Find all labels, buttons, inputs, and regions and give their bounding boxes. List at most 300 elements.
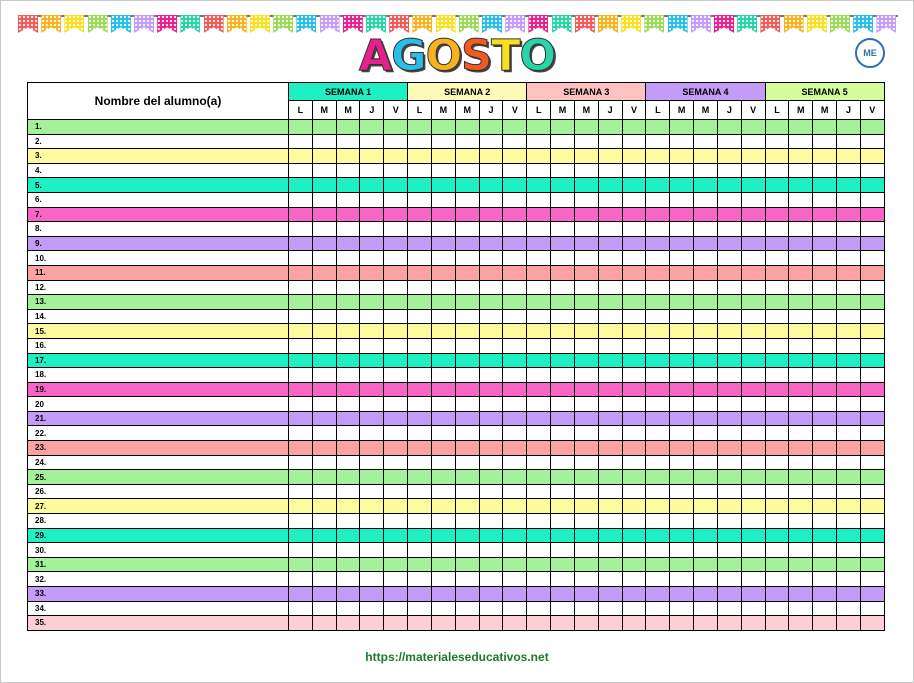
attendance-cell[interactable]	[479, 382, 503, 397]
attendance-cell[interactable]	[694, 426, 718, 441]
attendance-cell[interactable]	[479, 616, 503, 631]
attendance-cell[interactable]	[289, 338, 313, 353]
attendance-cell[interactable]	[431, 557, 455, 572]
attendance-cell[interactable]	[431, 411, 455, 426]
attendance-cell[interactable]	[813, 192, 837, 207]
attendance-cell[interactable]	[312, 397, 336, 412]
attendance-cell[interactable]	[289, 601, 313, 616]
attendance-cell[interactable]	[694, 382, 718, 397]
attendance-cell[interactable]	[765, 499, 789, 514]
attendance-cell[interactable]	[551, 251, 575, 266]
attendance-cell[interactable]	[289, 192, 313, 207]
attendance-cell[interactable]	[694, 455, 718, 470]
attendance-cell[interactable]	[741, 557, 765, 572]
attendance-cell[interactable]	[431, 265, 455, 280]
attendance-cell[interactable]	[551, 265, 575, 280]
attendance-cell[interactable]	[431, 295, 455, 310]
attendance-cell[interactable]	[408, 441, 432, 456]
attendance-cell[interactable]	[479, 222, 503, 237]
attendance-cell[interactable]	[289, 236, 313, 251]
attendance-cell[interactable]	[384, 484, 408, 499]
attendance-cell[interactable]	[670, 353, 694, 368]
attendance-cell[interactable]	[837, 324, 861, 339]
attendance-cell[interactable]	[622, 543, 646, 558]
student-name-cell[interactable]: 32.	[28, 572, 289, 587]
attendance-cell[interactable]	[551, 616, 575, 631]
attendance-cell[interactable]	[360, 324, 384, 339]
attendance-cell[interactable]	[694, 222, 718, 237]
attendance-cell[interactable]	[479, 572, 503, 587]
attendance-cell[interactable]	[741, 134, 765, 149]
attendance-cell[interactable]	[289, 120, 313, 135]
attendance-cell[interactable]	[408, 426, 432, 441]
attendance-cell[interactable]	[860, 426, 884, 441]
attendance-cell[interactable]	[813, 455, 837, 470]
attendance-cell[interactable]	[598, 236, 622, 251]
attendance-cell[interactable]	[741, 163, 765, 178]
attendance-cell[interactable]	[336, 426, 360, 441]
attendance-cell[interactable]	[860, 134, 884, 149]
attendance-cell[interactable]	[384, 251, 408, 266]
student-name-cell[interactable]: 8.	[28, 222, 289, 237]
attendance-cell[interactable]	[646, 557, 670, 572]
attendance-cell[interactable]	[598, 528, 622, 543]
attendance-cell[interactable]	[860, 514, 884, 529]
attendance-cell[interactable]	[860, 441, 884, 456]
attendance-cell[interactable]	[694, 134, 718, 149]
attendance-cell[interactable]	[670, 514, 694, 529]
attendance-cell[interactable]	[312, 616, 336, 631]
attendance-cell[interactable]	[837, 557, 861, 572]
student-name-cell[interactable]: 24.	[28, 455, 289, 470]
attendance-cell[interactable]	[694, 295, 718, 310]
attendance-cell[interactable]	[860, 353, 884, 368]
attendance-cell[interactable]	[479, 426, 503, 441]
attendance-cell[interactable]	[503, 368, 527, 383]
attendance-cell[interactable]	[717, 470, 741, 485]
attendance-cell[interactable]	[289, 353, 313, 368]
attendance-cell[interactable]	[813, 120, 837, 135]
attendance-cell[interactable]	[860, 528, 884, 543]
attendance-cell[interactable]	[646, 470, 670, 485]
attendance-cell[interactable]	[622, 411, 646, 426]
attendance-cell[interactable]	[574, 397, 598, 412]
attendance-cell[interactable]	[551, 382, 575, 397]
attendance-cell[interactable]	[360, 134, 384, 149]
attendance-cell[interactable]	[336, 236, 360, 251]
attendance-cell[interactable]	[574, 222, 598, 237]
attendance-cell[interactable]	[360, 470, 384, 485]
attendance-cell[interactable]	[289, 222, 313, 237]
attendance-cell[interactable]	[717, 163, 741, 178]
attendance-cell[interactable]	[574, 514, 598, 529]
attendance-cell[interactable]	[527, 484, 551, 499]
attendance-cell[interactable]	[384, 338, 408, 353]
attendance-cell[interactable]	[408, 587, 432, 602]
attendance-cell[interactable]	[670, 601, 694, 616]
attendance-cell[interactable]	[503, 572, 527, 587]
attendance-cell[interactable]	[360, 514, 384, 529]
attendance-cell[interactable]	[813, 338, 837, 353]
attendance-cell[interactable]	[574, 251, 598, 266]
attendance-cell[interactable]	[503, 251, 527, 266]
attendance-cell[interactable]	[503, 207, 527, 222]
attendance-cell[interactable]	[431, 397, 455, 412]
attendance-cell[interactable]	[765, 514, 789, 529]
attendance-cell[interactable]	[479, 411, 503, 426]
student-name-cell[interactable]: 9.	[28, 236, 289, 251]
attendance-cell[interactable]	[312, 455, 336, 470]
attendance-cell[interactable]	[741, 572, 765, 587]
attendance-cell[interactable]	[598, 192, 622, 207]
attendance-cell[interactable]	[312, 163, 336, 178]
attendance-cell[interactable]	[646, 324, 670, 339]
attendance-cell[interactable]	[741, 470, 765, 485]
attendance-cell[interactable]	[646, 455, 670, 470]
attendance-cell[interactable]	[813, 222, 837, 237]
attendance-cell[interactable]	[336, 543, 360, 558]
attendance-cell[interactable]	[860, 149, 884, 164]
attendance-cell[interactable]	[646, 295, 670, 310]
attendance-cell[interactable]	[503, 411, 527, 426]
attendance-cell[interactable]	[813, 324, 837, 339]
attendance-cell[interactable]	[289, 397, 313, 412]
student-name-cell[interactable]: 4.	[28, 163, 289, 178]
attendance-cell[interactable]	[455, 382, 479, 397]
attendance-cell[interactable]	[741, 236, 765, 251]
attendance-cell[interactable]	[312, 441, 336, 456]
attendance-cell[interactable]	[646, 207, 670, 222]
attendance-cell[interactable]	[837, 397, 861, 412]
attendance-cell[interactable]	[312, 236, 336, 251]
attendance-cell[interactable]	[789, 368, 813, 383]
attendance-cell[interactable]	[813, 411, 837, 426]
attendance-cell[interactable]	[765, 368, 789, 383]
attendance-cell[interactable]	[312, 192, 336, 207]
attendance-cell[interactable]	[860, 616, 884, 631]
attendance-cell[interactable]	[360, 368, 384, 383]
attendance-cell[interactable]	[455, 397, 479, 412]
attendance-cell[interactable]	[670, 251, 694, 266]
attendance-cell[interactable]	[837, 455, 861, 470]
attendance-cell[interactable]	[622, 470, 646, 485]
attendance-cell[interactable]	[455, 149, 479, 164]
attendance-cell[interactable]	[837, 470, 861, 485]
attendance-cell[interactable]	[289, 324, 313, 339]
attendance-cell[interactable]	[527, 397, 551, 412]
attendance-cell[interactable]	[431, 134, 455, 149]
attendance-cell[interactable]	[646, 338, 670, 353]
attendance-cell[interactable]	[789, 324, 813, 339]
attendance-cell[interactable]	[455, 207, 479, 222]
attendance-cell[interactable]	[431, 207, 455, 222]
attendance-cell[interactable]	[336, 528, 360, 543]
attendance-cell[interactable]	[360, 484, 384, 499]
attendance-cell[interactable]	[408, 207, 432, 222]
attendance-cell[interactable]	[289, 514, 313, 529]
attendance-cell[interactable]	[837, 441, 861, 456]
attendance-cell[interactable]	[360, 309, 384, 324]
attendance-cell[interactable]	[670, 557, 694, 572]
attendance-cell[interactable]	[408, 236, 432, 251]
attendance-cell[interactable]	[408, 178, 432, 193]
attendance-cell[interactable]	[408, 616, 432, 631]
attendance-cell[interactable]	[384, 192, 408, 207]
attendance-cell[interactable]	[646, 484, 670, 499]
attendance-cell[interactable]	[527, 514, 551, 529]
attendance-cell[interactable]	[479, 178, 503, 193]
attendance-cell[interactable]	[408, 309, 432, 324]
attendance-cell[interactable]	[384, 368, 408, 383]
attendance-cell[interactable]	[384, 382, 408, 397]
attendance-cell[interactable]	[837, 280, 861, 295]
attendance-cell[interactable]	[741, 353, 765, 368]
attendance-cell[interactable]	[384, 499, 408, 514]
attendance-cell[interactable]	[455, 557, 479, 572]
attendance-cell[interactable]	[527, 368, 551, 383]
attendance-cell[interactable]	[765, 207, 789, 222]
attendance-cell[interactable]	[694, 397, 718, 412]
attendance-cell[interactable]	[765, 426, 789, 441]
attendance-cell[interactable]	[598, 543, 622, 558]
attendance-cell[interactable]	[860, 324, 884, 339]
attendance-cell[interactable]	[574, 543, 598, 558]
attendance-cell[interactable]	[789, 178, 813, 193]
attendance-cell[interactable]	[503, 441, 527, 456]
attendance-cell[interactable]	[527, 572, 551, 587]
attendance-cell[interactable]	[622, 426, 646, 441]
attendance-cell[interactable]	[837, 120, 861, 135]
attendance-cell[interactable]	[336, 178, 360, 193]
attendance-cell[interactable]	[408, 324, 432, 339]
attendance-cell[interactable]	[408, 120, 432, 135]
attendance-cell[interactable]	[813, 616, 837, 631]
attendance-cell[interactable]	[527, 426, 551, 441]
attendance-cell[interactable]	[860, 163, 884, 178]
attendance-cell[interactable]	[717, 528, 741, 543]
attendance-cell[interactable]	[479, 499, 503, 514]
attendance-cell[interactable]	[598, 120, 622, 135]
attendance-cell[interactable]	[765, 265, 789, 280]
attendance-cell[interactable]	[312, 572, 336, 587]
attendance-cell[interactable]	[527, 353, 551, 368]
attendance-cell[interactable]	[789, 528, 813, 543]
attendance-cell[interactable]	[741, 192, 765, 207]
attendance-cell[interactable]	[360, 353, 384, 368]
attendance-cell[interactable]	[837, 134, 861, 149]
attendance-cell[interactable]	[479, 265, 503, 280]
attendance-cell[interactable]	[765, 324, 789, 339]
attendance-cell[interactable]	[694, 149, 718, 164]
attendance-cell[interactable]	[622, 295, 646, 310]
attendance-cell[interactable]	[741, 222, 765, 237]
attendance-cell[interactable]	[789, 134, 813, 149]
attendance-cell[interactable]	[455, 441, 479, 456]
attendance-cell[interactable]	[765, 411, 789, 426]
attendance-cell[interactable]	[622, 309, 646, 324]
attendance-cell[interactable]	[765, 528, 789, 543]
attendance-cell[interactable]	[455, 484, 479, 499]
attendance-cell[interactable]	[527, 280, 551, 295]
attendance-cell[interactable]	[527, 499, 551, 514]
attendance-cell[interactable]	[312, 543, 336, 558]
attendance-cell[interactable]	[360, 178, 384, 193]
attendance-cell[interactable]	[789, 382, 813, 397]
attendance-cell[interactable]	[860, 543, 884, 558]
student-name-cell[interactable]: 17.	[28, 353, 289, 368]
attendance-cell[interactable]	[312, 587, 336, 602]
attendance-cell[interactable]	[598, 557, 622, 572]
attendance-cell[interactable]	[455, 543, 479, 558]
attendance-cell[interactable]	[527, 470, 551, 485]
attendance-cell[interactable]	[431, 441, 455, 456]
attendance-cell[interactable]	[455, 616, 479, 631]
attendance-cell[interactable]	[717, 543, 741, 558]
attendance-cell[interactable]	[813, 368, 837, 383]
attendance-cell[interactable]	[622, 192, 646, 207]
attendance-cell[interactable]	[694, 499, 718, 514]
attendance-cell[interactable]	[670, 324, 694, 339]
attendance-cell[interactable]	[717, 192, 741, 207]
attendance-cell[interactable]	[789, 353, 813, 368]
attendance-cell[interactable]	[622, 557, 646, 572]
attendance-cell[interactable]	[741, 207, 765, 222]
attendance-cell[interactable]	[431, 572, 455, 587]
attendance-cell[interactable]	[646, 178, 670, 193]
attendance-cell[interactable]	[574, 616, 598, 631]
attendance-cell[interactable]	[336, 120, 360, 135]
attendance-cell[interactable]	[455, 368, 479, 383]
attendance-cell[interactable]	[503, 484, 527, 499]
attendance-cell[interactable]	[622, 616, 646, 631]
attendance-cell[interactable]	[813, 178, 837, 193]
attendance-cell[interactable]	[479, 543, 503, 558]
attendance-cell[interactable]	[813, 601, 837, 616]
attendance-cell[interactable]	[860, 397, 884, 412]
attendance-cell[interactable]	[717, 499, 741, 514]
attendance-cell[interactable]	[360, 499, 384, 514]
attendance-cell[interactable]	[813, 470, 837, 485]
student-name-cell[interactable]: 27.	[28, 499, 289, 514]
attendance-cell[interactable]	[694, 543, 718, 558]
attendance-cell[interactable]	[289, 499, 313, 514]
attendance-cell[interactable]	[455, 120, 479, 135]
attendance-cell[interactable]	[837, 426, 861, 441]
attendance-cell[interactable]	[646, 192, 670, 207]
attendance-cell[interactable]	[312, 470, 336, 485]
attendance-cell[interactable]	[741, 178, 765, 193]
attendance-cell[interactable]	[670, 484, 694, 499]
attendance-cell[interactable]	[741, 411, 765, 426]
attendance-cell[interactable]	[837, 616, 861, 631]
attendance-cell[interactable]	[646, 309, 670, 324]
attendance-cell[interactable]	[717, 149, 741, 164]
attendance-cell[interactable]	[312, 309, 336, 324]
attendance-cell[interactable]	[694, 324, 718, 339]
attendance-cell[interactable]	[598, 251, 622, 266]
attendance-cell[interactable]	[646, 251, 670, 266]
attendance-cell[interactable]	[479, 309, 503, 324]
attendance-cell[interactable]	[813, 499, 837, 514]
attendance-cell[interactable]	[408, 222, 432, 237]
attendance-cell[interactable]	[551, 543, 575, 558]
attendance-cell[interactable]	[551, 338, 575, 353]
attendance-cell[interactable]	[741, 251, 765, 266]
attendance-cell[interactable]	[336, 265, 360, 280]
attendance-cell[interactable]	[312, 484, 336, 499]
attendance-cell[interactable]	[360, 572, 384, 587]
attendance-cell[interactable]	[813, 528, 837, 543]
attendance-cell[interactable]	[860, 382, 884, 397]
attendance-cell[interactable]	[860, 222, 884, 237]
attendance-cell[interactable]	[312, 338, 336, 353]
attendance-cell[interactable]	[694, 557, 718, 572]
attendance-cell[interactable]	[694, 163, 718, 178]
attendance-cell[interactable]	[741, 397, 765, 412]
attendance-cell[interactable]	[813, 265, 837, 280]
attendance-cell[interactable]	[360, 441, 384, 456]
attendance-cell[interactable]	[289, 470, 313, 485]
attendance-cell[interactable]	[527, 324, 551, 339]
attendance-cell[interactable]	[455, 338, 479, 353]
attendance-cell[interactable]	[431, 426, 455, 441]
attendance-cell[interactable]	[813, 557, 837, 572]
attendance-cell[interactable]	[574, 134, 598, 149]
attendance-cell[interactable]	[360, 236, 384, 251]
attendance-cell[interactable]	[289, 587, 313, 602]
attendance-cell[interactable]	[551, 280, 575, 295]
attendance-cell[interactable]	[503, 455, 527, 470]
attendance-cell[interactable]	[312, 324, 336, 339]
attendance-cell[interactable]	[860, 484, 884, 499]
attendance-cell[interactable]	[289, 265, 313, 280]
attendance-cell[interactable]	[574, 499, 598, 514]
attendance-cell[interactable]	[574, 309, 598, 324]
attendance-cell[interactable]	[860, 557, 884, 572]
attendance-cell[interactable]	[837, 368, 861, 383]
attendance-cell[interactable]	[527, 441, 551, 456]
attendance-cell[interactable]	[646, 280, 670, 295]
attendance-cell[interactable]	[789, 543, 813, 558]
attendance-cell[interactable]	[765, 295, 789, 310]
attendance-cell[interactable]	[765, 572, 789, 587]
attendance-cell[interactable]	[336, 192, 360, 207]
attendance-cell[interactable]	[336, 557, 360, 572]
attendance-cell[interactable]	[670, 265, 694, 280]
attendance-cell[interactable]	[360, 397, 384, 412]
attendance-cell[interactable]	[503, 309, 527, 324]
attendance-cell[interactable]	[551, 557, 575, 572]
attendance-cell[interactable]	[360, 411, 384, 426]
attendance-cell[interactable]	[694, 338, 718, 353]
attendance-cell[interactable]	[646, 587, 670, 602]
attendance-cell[interactable]	[503, 616, 527, 631]
student-name-cell[interactable]: 7.	[28, 207, 289, 222]
attendance-cell[interactable]	[527, 149, 551, 164]
attendance-cell[interactable]	[289, 426, 313, 441]
attendance-cell[interactable]	[336, 382, 360, 397]
attendance-cell[interactable]	[408, 192, 432, 207]
attendance-cell[interactable]	[694, 528, 718, 543]
attendance-cell[interactable]	[336, 470, 360, 485]
student-name-cell[interactable]: 19.	[28, 382, 289, 397]
attendance-cell[interactable]	[765, 353, 789, 368]
attendance-cell[interactable]	[598, 382, 622, 397]
attendance-cell[interactable]	[384, 324, 408, 339]
attendance-cell[interactable]	[860, 368, 884, 383]
attendance-cell[interactable]	[551, 514, 575, 529]
attendance-cell[interactable]	[837, 572, 861, 587]
